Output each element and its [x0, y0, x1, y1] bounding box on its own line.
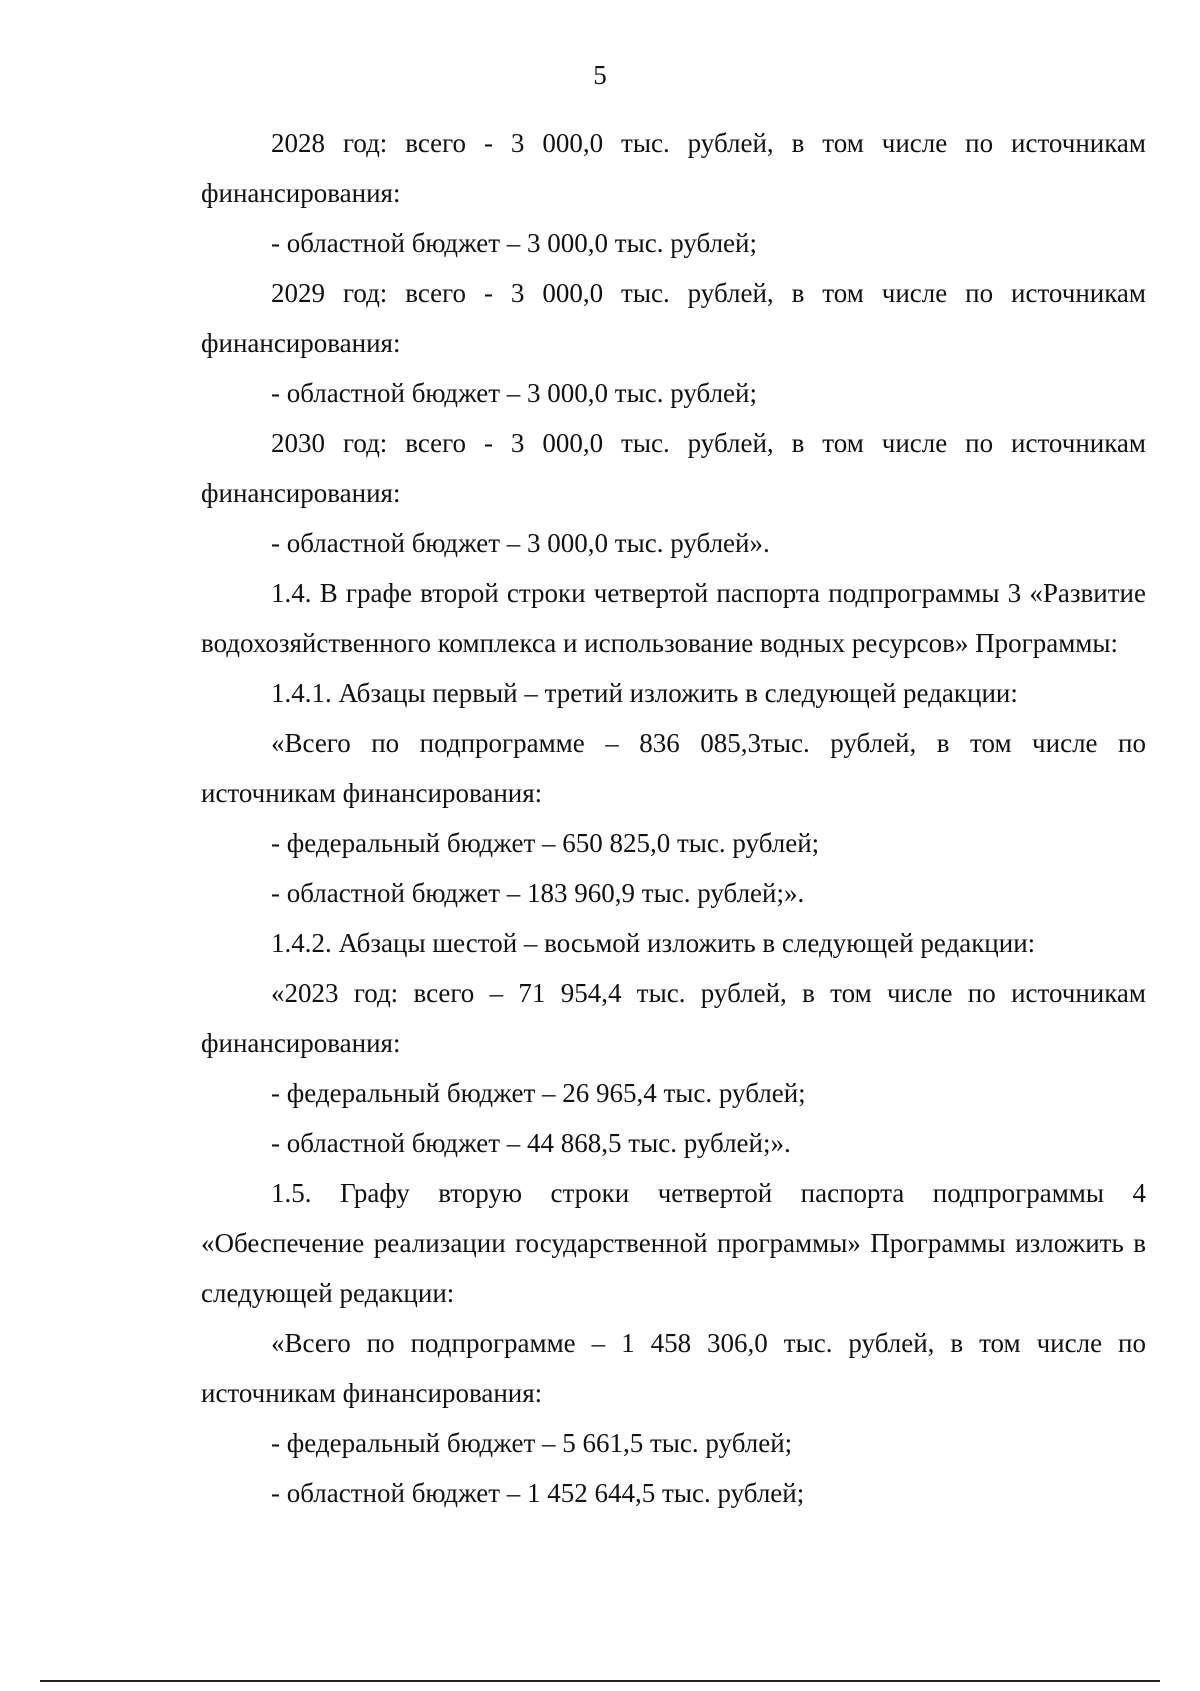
paragraph-2029-total: 2029 год: всего - 3 000,0 тыс. рублей, в том числе по источникам финансирования: — [201, 278, 1146, 358]
paragraph-2028-regional: - областной бюджет – 3 000,0 тыс. рублей; — [271, 228, 757, 258]
paragraph-2030-regional: - областной бюджет – 3 000,0 тыс. рублей». — [271, 528, 770, 558]
paragraph-subprogram3-federal: - федеральный бюджет – 650 825,0 тыс. рублей; — [271, 828, 820, 858]
paragraph-subprogram4-federal: - федеральный бюджет – 5 661,5 тыс. рублей; — [271, 1428, 793, 1458]
paragraph-2030-total: 2030 год: всего - 3 000,0 тыс. рублей, в том числе по источникам финансирования: — [201, 428, 1146, 508]
page-number: 5 — [593, 60, 607, 90]
paragraph-subprogram4-regional: - областной бюджет – 1 452 644,5 тыс. рублей; — [271, 1478, 805, 1508]
paragraph-subprogram3-regional: - областной бюджет – 183 960,9 тыс. рублей;». — [271, 878, 805, 908]
paragraph-2023-federal: - федеральный бюджет – 26 965,4 тыс. рублей; — [271, 1078, 806, 1108]
paragraph-1-4-1: 1.4.1. Абзацы первый – третий изложить в следующей редакции: — [271, 678, 1018, 708]
paragraph-subprogram3-total: «Всего по подпрограмме – 836 085,3тыс. рублей, в том числе по источникам финансирования: — [201, 728, 1146, 808]
paragraph-2028-total: 2028 год: всего - 3 000,0 тыс. рублей, в том числе по источникам финансирования: — [201, 128, 1146, 208]
paragraph-1-4: 1.4. В графе второй строки четвертой паспорта подпрограммы 3 «Развитие водохозяйственного комплекса и использование водных ресурсов» Программы: — [201, 578, 1146, 658]
paragraph-2023-total: «2023 год: всего – 71 954,4 тыс. рублей, в том числе по источникам финансирования: — [201, 978, 1146, 1058]
paragraph-2029-regional: - областной бюджет – 3 000,0 тыс. рублей; — [271, 378, 757, 408]
bottom-divider — [40, 1680, 1160, 1682]
paragraph-1-5: 1.5. Графу вторую строки четвертой паспорта подпрограммы 4 «Обеспечение реализации государственной программы» Программы изложить в следующей редакции: — [201, 1178, 1146, 1308]
paragraph-subprogram4-total: «Всего по подпрограмме – 1 458 306,0 тыс. рублей, в том числе по источникам финансирования: — [201, 1328, 1146, 1408]
document-body — [201, 118, 1146, 1518]
paragraph-1-4-2: 1.4.2. Абзацы шестой – восьмой изложить в следующей редакции: — [271, 928, 1036, 958]
paragraph-2023-regional: - областной бюджет – 44 868,5 тыс. рублей;». — [271, 1128, 791, 1158]
